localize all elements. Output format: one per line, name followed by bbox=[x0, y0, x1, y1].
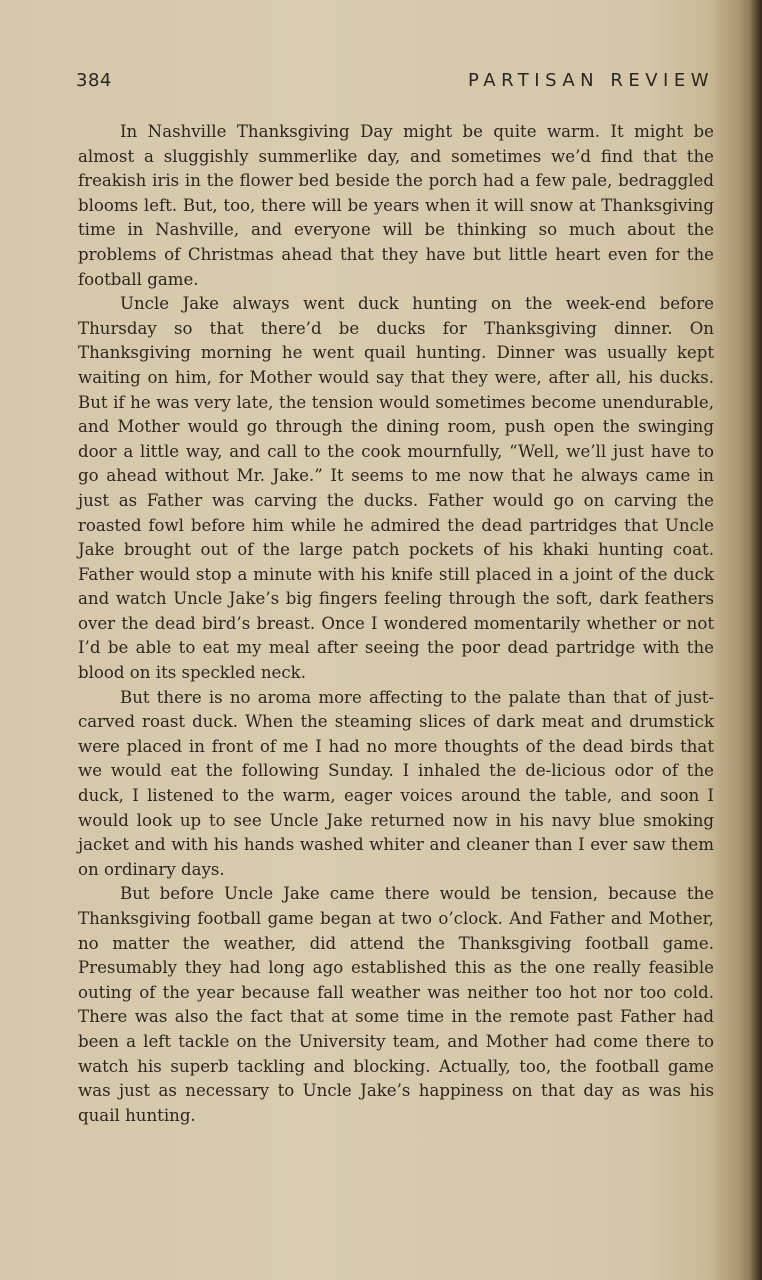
page-edge-shadow bbox=[750, 0, 762, 1280]
article-body bbox=[78, 120, 714, 1128]
paragraph-3: But there is no aroma more affecting to the palate than that of just-carved roast duck. When the steaming slices of dark meat and drumstick were placed in front of me I had no more thoughts of the dead birds that we would eat the following Sunday. I inhaled the de-licious odor of the duck, I listened to the warm, eager voices around the table, and soon I would look up to see Uncle Jake returned now in his navy blue smoking jacket and with his hands washed whiter and cleaner than I ever saw them on ordinary days. bbox=[78, 687, 714, 879]
paragraph-1: In Nashville Thanksgiving Day might be quite warm. It might be almost a sluggishly summerlike day, and sometimes we’d find that the freakish iris in the flower bed beside the porch had a few pale, bedraggled blooms left. But, too, there will be years when it will snow at Thanksgiving time in Nashville, and everyone will be thinking so much about the problems of Christmas ahead that they have but little heart even for the football game. bbox=[78, 122, 714, 289]
paragraph-4: But before Uncle Jake came there would be tension, because the Thanksgiving football game began at two o’clock. And Father and Mother, no matter the weather, did attend the Thanksgiving football game. Presumably they had long ago established this as the one really feasible outing of the year because fall weather was neither too hot nor too cold. There was also the fact that at some time in the remote past Father had been a left tackle on the University team, and Mother had come there to watch his superb tackling and blocking. Actually, too, the football game was just as necessary to Uncle Jake’s happiness on that day as was his quail hunting. bbox=[78, 884, 714, 1125]
page-header bbox=[76, 70, 714, 100]
page-number: 384 bbox=[76, 70, 112, 91]
running-head: PARTISAN REVIEW bbox=[468, 70, 714, 91]
paragraph-2: Uncle Jake always went duck hunting on the week-end before Thursday so that there’d be ducks for Thanksgiving dinner. On Thanksgiving morning he went quail hunting. Dinner was usually kept waiting on him, for Mother would say that they were, after all, his ducks. But if he was very late, the tension would sometimes become unendurable, and Mother would go through the dining room, push open the swinging door a little way, and call to the cook mournfully, “Well, we’ll just have to go ahead without Mr. Jake.” It seems to me now that he always came in just as Father was carving the ducks. Father would go on carving the roasted fowl before him while he admired the dead partridges that Uncle Jake brought out of the large patch pockets of his khaki hunting coat. Father would stop a minute with his knife still placed in a joint of the duck and watch Uncle Jake’s big fingers feeling through the soft, dark feathers over the dead bird’s breast. Once I wondered momentarily whether or not I’d be able to eat my meal after seeing the poor dead partridge with the blood on its speckled neck. bbox=[78, 294, 714, 683]
